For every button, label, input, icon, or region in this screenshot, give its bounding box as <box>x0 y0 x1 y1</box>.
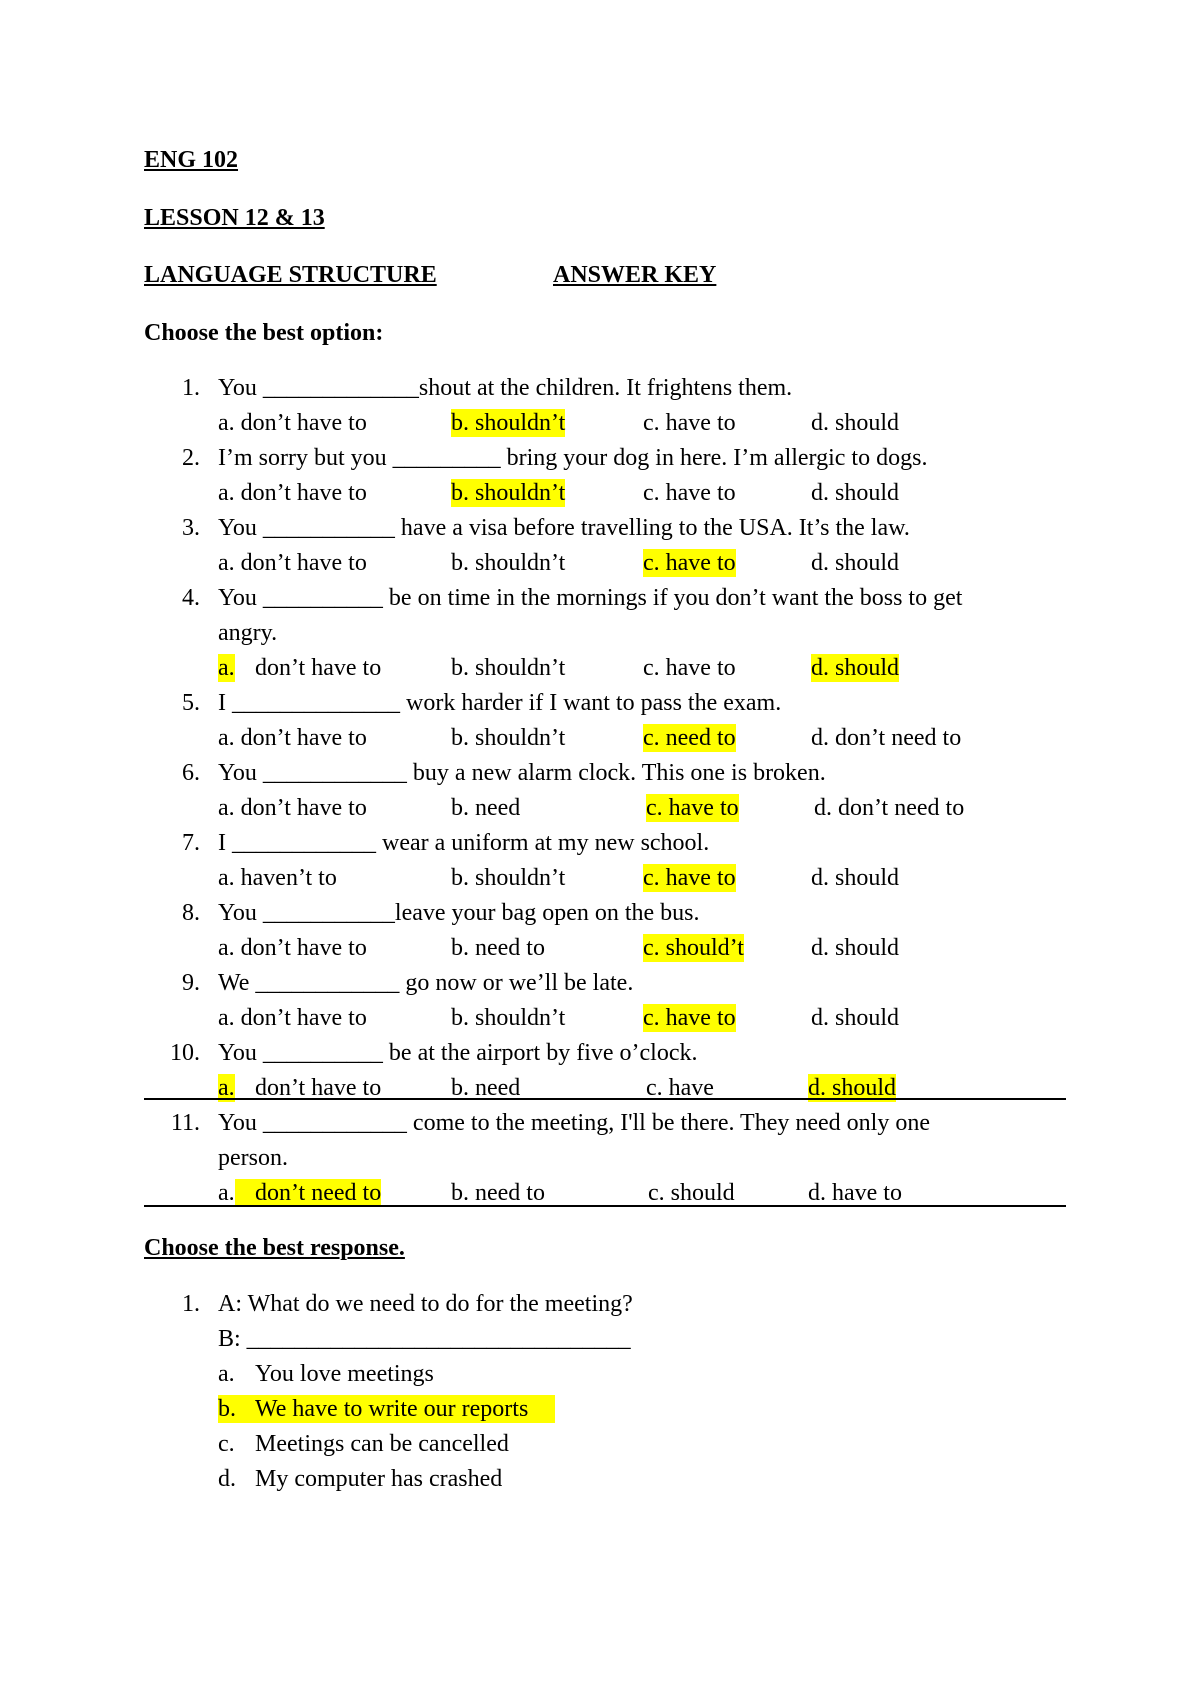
part2-instruction: Choose the best response. <box>144 1235 405 1261</box>
option-a: a. don’t have to <box>218 725 367 751</box>
option-a-text: don’t have to <box>255 1075 382 1101</box>
question-text: A: What do we need to do for the meeting? <box>218 1291 633 1317</box>
answer-blank: B: ________________________________ <box>218 1326 631 1352</box>
option-d: d. don’t need to <box>811 725 962 751</box>
option-c-correct: c. have to <box>643 550 736 576</box>
option-a-letter: a. <box>218 1180 235 1206</box>
option-c-correct: c. need to <box>643 725 736 751</box>
option-a-letter-correct: a. <box>218 1075 235 1101</box>
option-a-text: don’t have to <box>255 655 382 681</box>
option-c-correct: c. have to <box>643 1005 736 1031</box>
option-d: d. should <box>811 1005 900 1031</box>
option-b: b. shouldn’t <box>451 865 566 891</box>
option-b: b. shouldn’t <box>451 725 566 751</box>
option-c: c. should <box>648 1180 735 1206</box>
response-d-letter: d. <box>218 1466 236 1492</box>
question-text: You __________ be on time in the mornings if you don’t want the boss to get <box>218 585 963 611</box>
option-b: b. need to <box>451 935 545 961</box>
option-a: a. haven’t to <box>218 865 337 891</box>
question-text: You __________ be at the airport by five o’clock. <box>218 1040 698 1066</box>
response-b-letter: b. <box>218 1396 236 1422</box>
question-text: You ____________ buy a new alarm clock. This one is broken. <box>218 760 826 786</box>
option-b-correct: b. shouldn’t <box>451 480 566 506</box>
question-number: 9. <box>182 970 200 996</box>
response-a-letter: a. <box>218 1361 235 1387</box>
option-d: d. should <box>811 935 900 961</box>
option-a-correct: don’t need to <box>235 1179 381 1207</box>
option-b: b. shouldn’t <box>451 550 566 576</box>
question-number: 2. <box>182 445 200 471</box>
response-b-correct-highlight <box>218 1395 555 1423</box>
question-text: I ______________ work harder if I want to pass the exam. <box>218 690 782 716</box>
question-number: 11. <box>170 1110 200 1136</box>
question-text: You ___________leave your bag open on the bus. <box>218 900 700 926</box>
option-d-correct: d. should <box>811 655 900 681</box>
option-b: b. shouldn’t <box>451 1005 566 1031</box>
question-number: 4. <box>182 585 200 611</box>
option-b: b. shouldn’t <box>451 655 566 681</box>
question-text: I’m sorry but you _________ bring your dog in here. I’m allergic to dogs. <box>218 445 928 471</box>
question-number: 7. <box>182 830 200 856</box>
option-a-letter-correct: a. <box>218 655 235 681</box>
option-a: a. don’t have to <box>218 410 367 436</box>
option-a: a. don’t have to <box>218 1005 367 1031</box>
response-d: My computer has crashed <box>255 1466 503 1492</box>
option-c: c. have <box>646 1075 714 1101</box>
option-a: a. don’t have to <box>218 480 367 506</box>
divider-line <box>144 1098 1066 1100</box>
option-a: a. don’t have to <box>218 550 367 576</box>
option-c-correct: c. have to <box>646 795 739 821</box>
answer-key-label: ANSWER KEY <box>553 262 717 288</box>
option-b: b. need <box>451 795 521 821</box>
response-a: You love meetings <box>255 1361 434 1387</box>
option-d: d. should <box>811 865 900 891</box>
option-d-correct: d. should <box>808 1075 897 1101</box>
option-a: a. don’t have to <box>218 935 367 961</box>
question-number: 6. <box>182 760 200 786</box>
option-c-correct: c. should’t <box>643 935 744 961</box>
option-a: a. don’t have to <box>218 795 367 821</box>
option-d: d. don’t need to <box>814 795 965 821</box>
question-number: 5. <box>182 690 200 716</box>
question-text: I ____________ wear a uniform at my new school. <box>218 830 710 856</box>
option-c: c. have to <box>643 655 736 681</box>
option-d: d. should <box>811 410 900 436</box>
question-number: 1. <box>182 1291 200 1317</box>
option-c: c. have to <box>643 480 736 506</box>
option-c-correct: c. have to <box>643 865 736 891</box>
part1-instruction: Choose the best option: <box>144 320 384 346</box>
option-b: b. need <box>451 1075 521 1101</box>
question-text: You ___________ have a visa before travelling to the USA. It’s the law. <box>218 515 910 541</box>
question-number: 3. <box>182 515 200 541</box>
option-d: d. should <box>811 550 900 576</box>
response-c: Meetings can be cancelled <box>255 1431 509 1457</box>
question-number: 1. <box>182 375 200 401</box>
divider-line <box>144 1205 1066 1207</box>
option-c: c. have to <box>643 410 736 436</box>
question-text-continued: angry. <box>218 620 278 646</box>
course-code: ENG 102 <box>144 147 239 173</box>
option-d: d. have to <box>808 1180 902 1206</box>
question-number: 10. <box>170 1040 200 1066</box>
question-number: 8. <box>182 900 200 926</box>
response-c-letter: c. <box>218 1431 235 1457</box>
option-d: d. should <box>811 480 900 506</box>
option-b: b. need to <box>451 1180 545 1206</box>
question-text: We ____________ go now or we’ll be late. <box>218 970 634 996</box>
question-text: You _____________shout at the children. It frightens them. <box>218 375 793 401</box>
option-b-correct: b. shouldn’t <box>451 410 566 436</box>
question-text-continued: person. <box>218 1145 288 1171</box>
response-b: We have to write our reports <box>255 1396 529 1422</box>
lesson-title: LESSON 12 & 13 <box>144 205 325 231</box>
section-title: LANGUAGE STRUCTURE <box>144 262 437 288</box>
question-text: You ____________ come to the meeting, I'll be there. They need only one <box>218 1110 930 1136</box>
